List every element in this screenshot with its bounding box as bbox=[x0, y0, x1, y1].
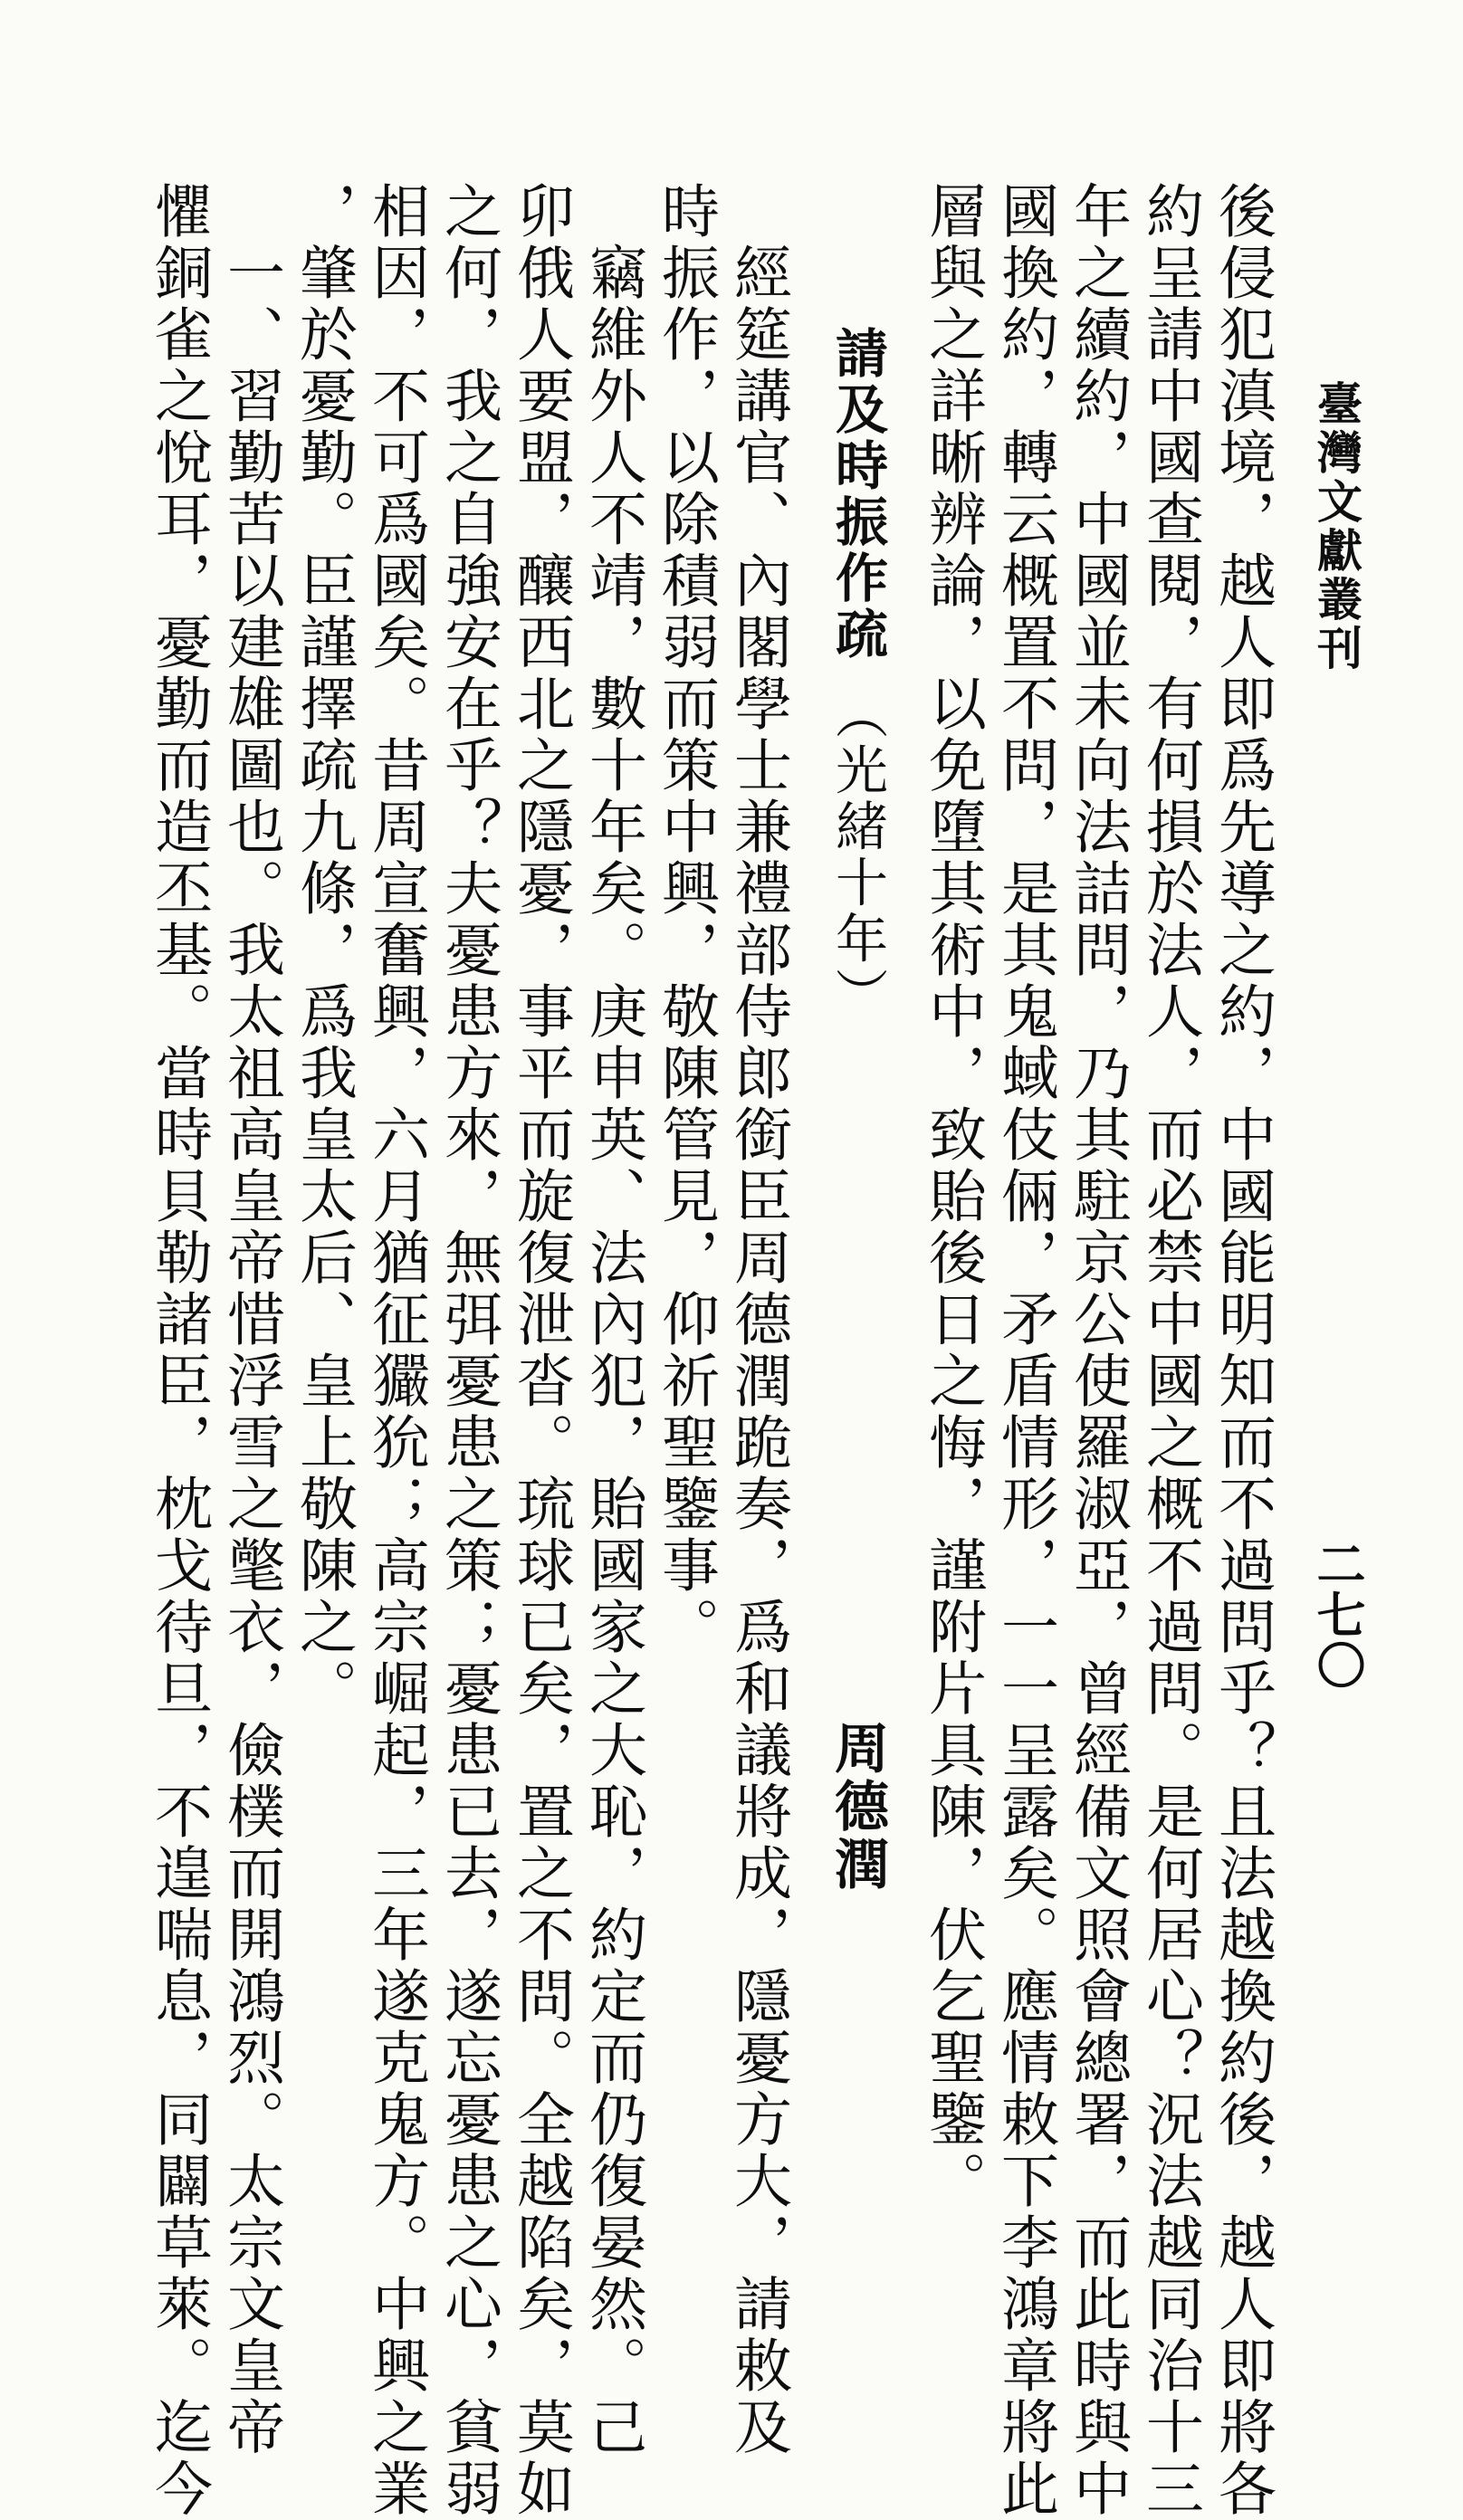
text-column: 後侵犯滇境，越人即爲先導之約，中國能明知而不過問乎？且法越換約後，越人即將各 bbox=[1209, 181, 1276, 2520]
text-column: ，肇於憂勤。臣謹擇疏九條，爲我皇太后、皇上敬陳之。 bbox=[290, 181, 357, 1720]
text-column: 卯俄人要盟，釀西北之隱憂，事平而旋復泄沓。琉球已矣，置之不問。全越陷矣，莫如 bbox=[507, 181, 574, 2520]
text-column: 經筵講官、內閣學士兼禮部侍郎銜臣周德潤跪奏，爲和議將成，隱憂方大，請敕及 bbox=[724, 181, 791, 2458]
text-column: 年之續約，中國並未向法詰問，乃其駐京公使羅淑亞，曾經備文照會總署，而此時與中 bbox=[1064, 181, 1131, 2520]
text-column: 國換約，轉云概置不問，是其鬼蜮伎倆，矛盾情形，一一呈露矣。應情敕下李鴻章將此 bbox=[991, 181, 1058, 2520]
page-number: 二七〇 bbox=[1309, 1539, 1367, 1691]
text-column: 時振作，以除積弱而策中興，敬陳管見，仰祈聖鑒事。 bbox=[652, 181, 719, 1658]
section-author: 周德潤 bbox=[826, 1720, 889, 1894]
text-column: 之何，我之自強安在乎？夫憂患方來，無弭憂患之策；憂患已去，遂忘憂患之心，貧弱 bbox=[435, 181, 502, 2520]
text-column: 層與之詳晰辨論，以免墮其術中，致貽後日之悔，謹附片具陳，伏乞聖鑒。 bbox=[919, 181, 986, 2212]
text-column: 一、習勤苦以建雄圖也。我太祖高皇帝惜浮雪之氅衣，儉樸而開鴻烈。太宗文皇帝 bbox=[217, 181, 284, 2458]
section-title: 請及時振作疏 bbox=[827, 326, 888, 663]
section-heading bbox=[826, 326, 889, 1894]
text-column: 竊維外人不靖，數十年矣。庚申英、法內犯，貽國家之大恥，約定而仍復晏然。己 bbox=[579, 181, 646, 2458]
text-column: 懼銅雀之悅耳，憂勤而造丕基。當時貝勒諸臣，枕戈待旦，不遑喘息，同闢草萊。迄今 bbox=[145, 181, 212, 2520]
text-column: 相因，不可爲國矣。昔周宣奮興，六月猶征玁狁；高宗崛起，三年遂克鬼方。中興之業 bbox=[362, 181, 429, 2520]
section-date: （光緒十年） bbox=[827, 686, 888, 1024]
header-title: 臺灣文獻叢刊 bbox=[1310, 380, 1363, 673]
text-column: 約呈請中國查閱，有何損於法人，而必禁中國之概不過問。是何居心？況法越同治十三 bbox=[1136, 181, 1203, 2520]
